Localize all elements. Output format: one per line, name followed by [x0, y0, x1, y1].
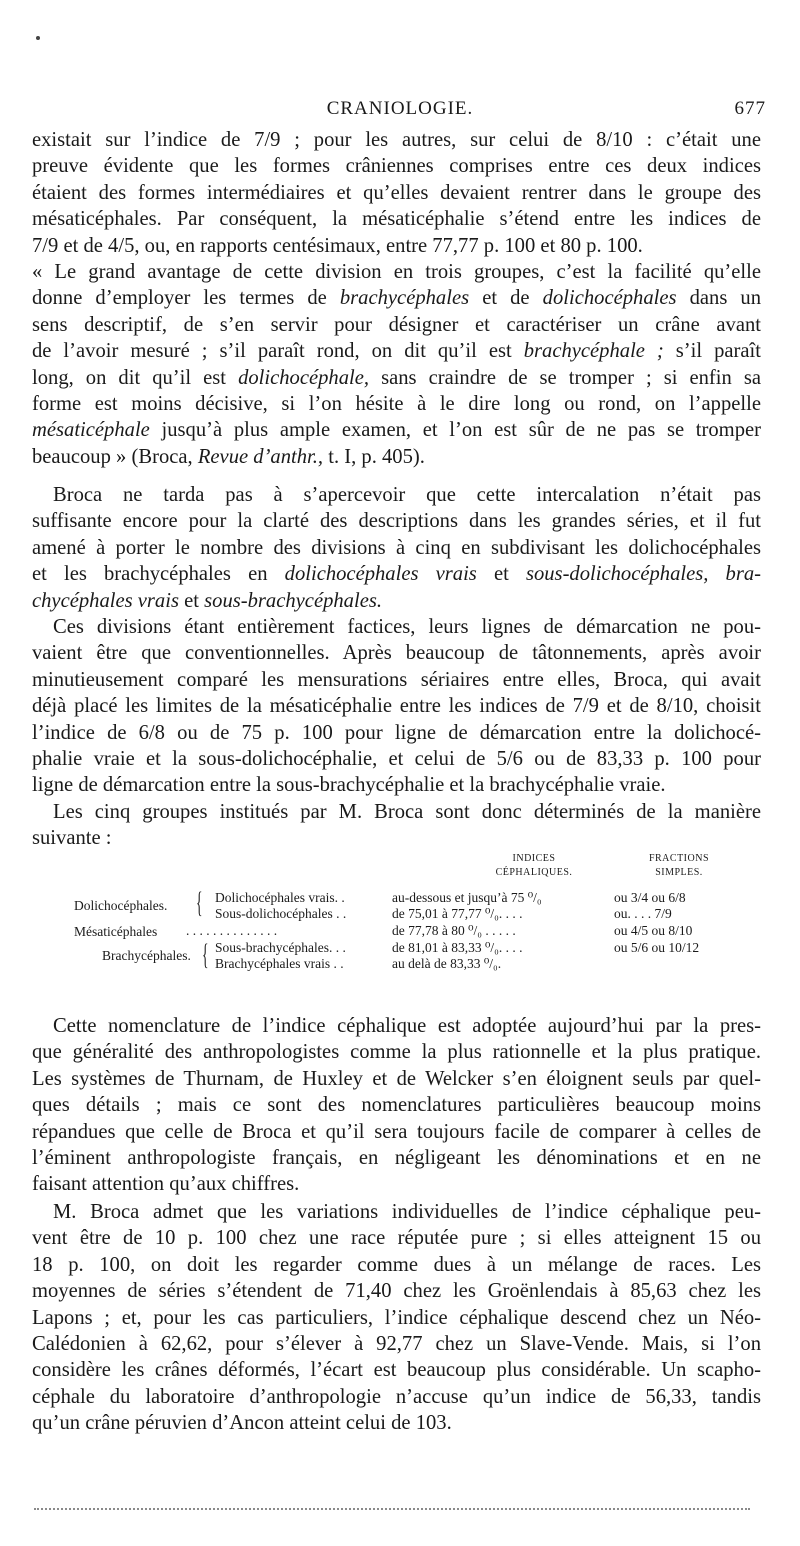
text-line: Lapons ; et, pour les cas particuliers, l’indice céphalique descend chez un Néo- [32, 1306, 761, 1329]
text-line: minutieusement comparé les mensurations sériaires entre elles, Broca, qui avait [32, 668, 761, 691]
row-fraction: ou. . . . 7/9 [614, 906, 672, 921]
text-line: Cette nomenclature de l’indice céphalique est adoptée aujourd’hui par la pres- [53, 1015, 761, 1037]
text-line: l’éminent anthropologiste français, en négligeant les dénominations et en ne [32, 1146, 761, 1169]
term-brachycephale: brachycéphale ; [523, 340, 664, 363]
text-line: moyennes de séries s’étendent de 71,40 chez les Groënlendais à 85,63 chez les [32, 1280, 761, 1303]
text-line: 18 p. 100, on doit les regarder comme dues à un mélange de races. Les [32, 1253, 761, 1276]
print-speck [36, 36, 40, 40]
row-fraction: ou 4/5 ou 8/10 [614, 923, 693, 938]
running-title: CRANIOLOGIE. [326, 98, 474, 119]
text-line: faisant attention qu’aux chiffres. [32, 1173, 300, 1196]
text-line: vent être de 10 p. 100 chez une race réputée pure ; si elles atteignent 15 ou [32, 1227, 761, 1250]
text-line: Calédonien à 62,62, pour s’élever à 92,77 chez un Slave-Vende. Mais, si l’on [32, 1332, 761, 1355]
text-line: 7/9 et de 4/5, ou, en rapports centésimaux, entre 77,77 p. 100 et 80 p. 100. [32, 234, 643, 257]
citation-title: Revue d’anthr., [197, 445, 324, 468]
paragraph-nomenclature [32, 1013, 761, 1198]
text-line: suivante : [32, 827, 112, 850]
row-name: Brachycéphales vrais . . [215, 956, 344, 971]
term-mesaticephale: mésaticéphale [32, 419, 150, 442]
text-line: que généralité des anthropologistes comme la plus rationnelle et la plus pratique. [32, 1041, 761, 1064]
brace-dolicho: { [196, 886, 203, 919]
group-dolichocephales: Dolichocéphales. [74, 898, 168, 913]
text-line: ligne de démarcation entre la sous-brachycéphalie et la brachycéphalie vraie. [32, 774, 666, 797]
text-line: chycéphales vrais et sous-brachycéphales. [32, 589, 383, 612]
bleed-through-footer [34, 1508, 750, 1510]
paragraph-broca-divisions [32, 482, 761, 614]
text-line: mésaticéphales. Par conséquent, la mésaticéphalie s’étend entre les indices de [32, 208, 761, 231]
row-name: Sous-dolichocéphales . . [215, 906, 347, 921]
quotation-paragraph [32, 259, 761, 470]
header-indices: INDICES CÉPHALIQUES. [495, 853, 573, 878]
row-range: de 77,78 à 80 ⁰/₀ . . . . . [392, 923, 516, 938]
text-line: Ces divisions étant entièrement factices, leurs lignes de démarcation ne pou- [53, 616, 761, 638]
text-line: de l’avoir mesuré ; s’il paraît rond, on dit qu’il est brachycéphale ; s’il paraît [32, 340, 761, 363]
text-line: déjà placé les limites de la mésaticéphalie entre les indices de 7/9 et de 8/10, choisit [32, 695, 761, 718]
row-range: au delà de 83,33 ⁰/₀. [392, 956, 502, 971]
header-fractions: FRACTIONS SIMPLES. [648, 853, 710, 878]
text-line: Les cinq groupes institués par M. Broca sont donc déterminés de la manière [53, 801, 761, 823]
text-line: suffisante encore pour la clarté des descriptions dans les grandes séries, et il fut [32, 510, 761, 533]
text-line: phalie vraie et la sous-dolichocéphalie, et celui de 5/6 ou de 83,33 p. 100 pour [32, 747, 761, 770]
text-line: « Le grand avantage de cette division en trois groupes, c’est la facilité qu’elle [32, 261, 761, 283]
text-line: donne d’employer les termes de brachycéphales et de dolichocéphales dans un [32, 287, 761, 310]
brace-brachy: { [202, 938, 209, 971]
row-range: de 75,01 à 77,77 ⁰/₀. . . . [392, 906, 523, 921]
text-line: beaucoup » (Broca, Revue d’anthr., t. I, p. 405). [32, 445, 425, 468]
text-line: forme est moins décisive, si l’on hésite à le dire long ou rond, on l’appelle [32, 392, 761, 415]
group-mesaticephales: Mésaticéphales [74, 924, 158, 939]
text-line: considère les crânes déformés, l’écart est beaucoup plus considérable. Un scapho- [32, 1359, 761, 1382]
text-line: l’indice de 6/8 ou de 75 p. 100 pour ligne de démarcation entre la dolichocé- [32, 721, 761, 744]
row-name: Dolichocéphales vrais. . [215, 890, 345, 905]
running-head [34, 98, 766, 128]
text-line: Broca ne tarda pas à s’apercevoir que cette intercalation n’était pas [53, 484, 761, 506]
row-range: au-dessous et jusqu’à 75 ⁰/₀ [392, 890, 542, 905]
text-line: qu’un crâne péruvien d’Ancon atteint celui de 103. [32, 1412, 452, 1435]
text-line: preuve évidente que les formes crâniennes comprises entre ces deux indices [32, 155, 761, 178]
text-line: étaient des formes intermédiaires et qu’elles devaient rentrer dans le groupe des [32, 181, 761, 204]
term-brachycephales: brachycéphales [339, 287, 470, 310]
text-line: vaient être que conventionnelles. Après beaucoup de tâtonnements, après avoir [32, 642, 761, 665]
paragraph-demarcation [32, 614, 761, 799]
text-line: céphale du laboratoire d’anthropologie n’accuse qu’un indice de 56,33, tandis [32, 1385, 761, 1408]
text-line: existait sur l’indice de 7/9 ; pour les autres, sur celui de 8/10 : c’était une [32, 129, 761, 151]
paragraph-continuation [32, 127, 761, 259]
term-dolichocephale: dolichocéphale, [238, 366, 370, 389]
text-line: Les systèmes de Thurnam, de Huxley et de Welcker s’en éloignent seuls par quel- [32, 1067, 761, 1090]
paragraph-groups-intro [32, 799, 761, 852]
text-line: amené à porter le nombre des divisions à cinq en subdivisant les dolichocéphales [32, 536, 761, 559]
text-line: mésaticéphale jusqu’à plus ample examen, et l’on est sûr de ne pas se tromper [32, 419, 761, 442]
text-line: M. Broca admet que les variations individuelles de l’indice céphalique peu- [53, 1201, 761, 1223]
text-line: sens descriptif, de s’en servir pour désigner et caractériser un crâne avant [32, 313, 761, 336]
row-fraction: ou 5/6 ou 10/12 [614, 940, 700, 955]
text-line: ques détails ; mais ce sont des nomenclatures particulières beaucoup moins [32, 1094, 761, 1117]
text-line: répandues que celle de Broca et qu’il sera toujours facile de comparer à celles de [32, 1120, 761, 1143]
text-line: et les brachycéphales en dolichocéphales vrais et sous-dolichocéphales, bra- [32, 563, 761, 586]
row-range: de 81,01 à 83,33 ⁰/₀. . . . [392, 940, 523, 955]
paragraph-variations [32, 1199, 761, 1437]
term-dolichocephales: dolichocéphales [542, 287, 677, 310]
row-name: . . . . . . . . . . . . . . [186, 923, 278, 938]
row-name: Sous-brachycéphales. . . [215, 940, 346, 955]
row-fraction: ou 3/4 ou 6/8 [614, 890, 686, 905]
group-brachycephales: Brachycéphales. [102, 948, 191, 963]
page-number: 677 [734, 98, 766, 119]
text-line: long, on dit qu’il est dolichocéphale, sans craindre de se tromper ; si enfin sa [32, 366, 761, 389]
